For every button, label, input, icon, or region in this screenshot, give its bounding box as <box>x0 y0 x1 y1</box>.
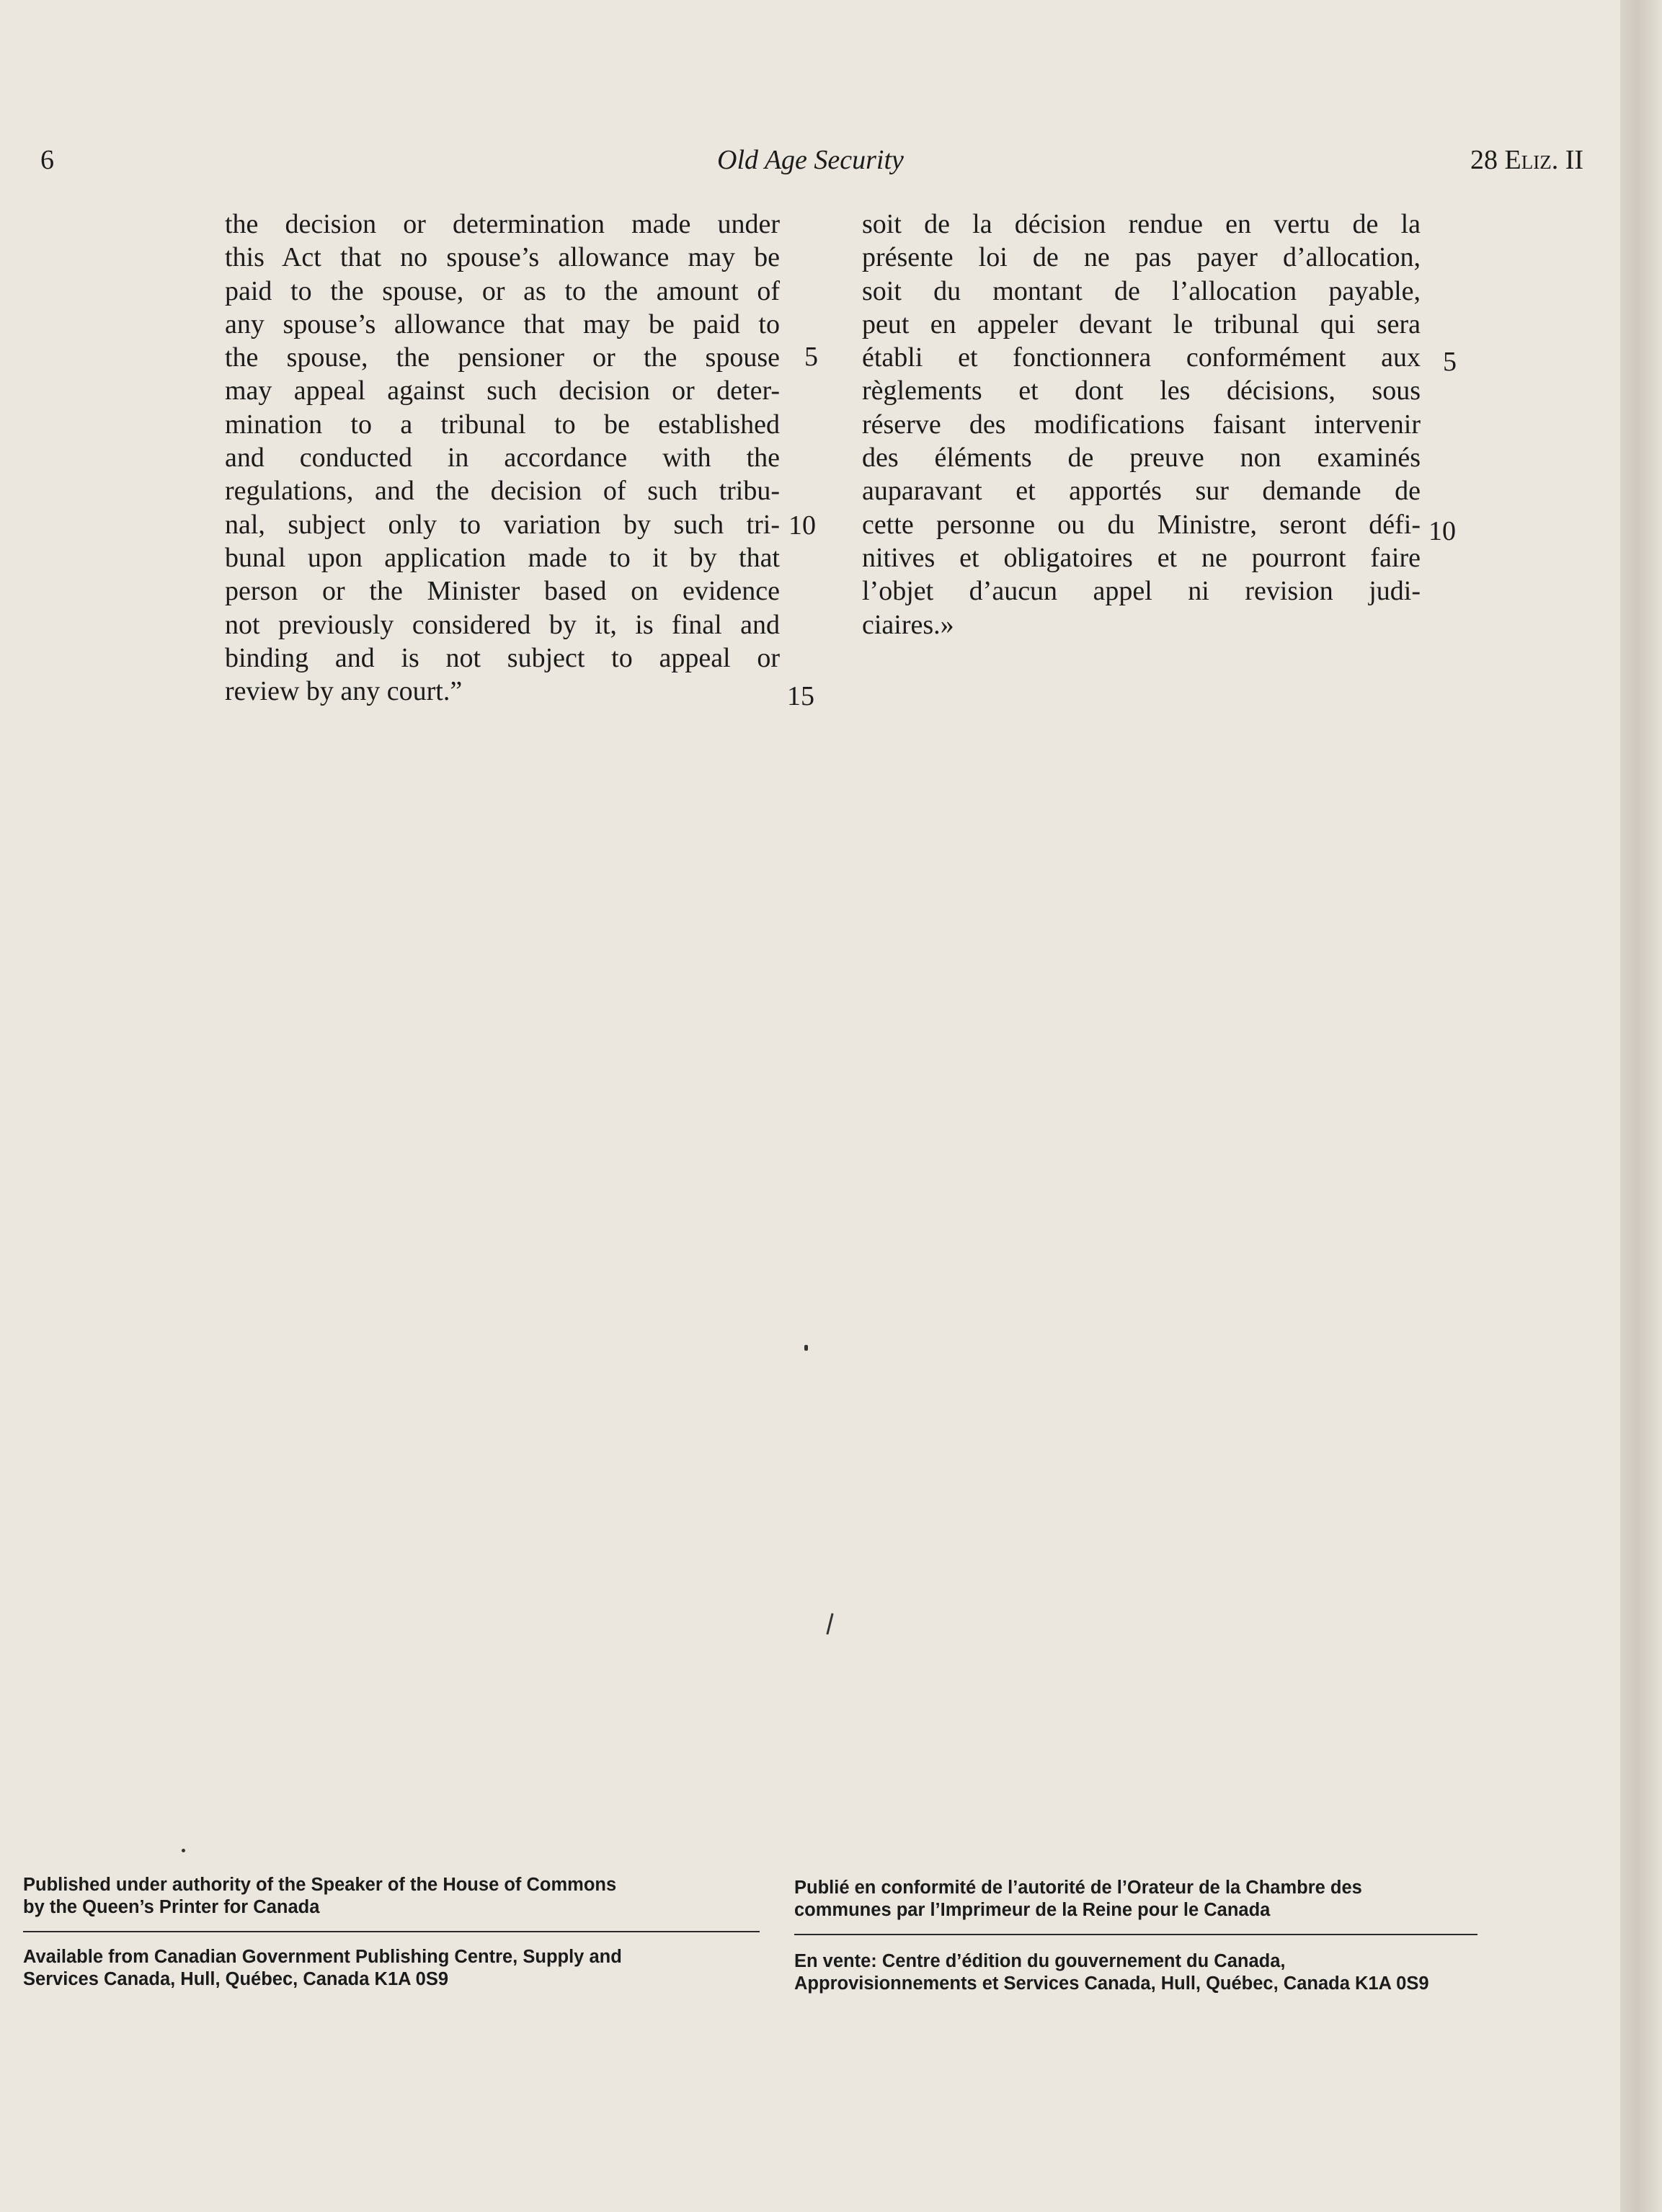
footer-availability-en-line: Services Canada, Hull, Québec, Canada K1A 0S9 <box>23 1969 449 1989</box>
footer-authority-en-line: Published under authority of the Speaker of the House of Commons <box>23 1875 617 1895</box>
french-line: soit de la décision rendue en vertu de la <box>862 209 1421 239</box>
footer-rule-en <box>23 1931 760 1932</box>
footer-availability-fr <box>794 1950 1429 1995</box>
french-line: des éléments de preuve non examinés <box>862 443 1421 474</box>
stray-mark <box>804 1345 808 1351</box>
english-line: person or the Minister based on evidence <box>225 576 780 607</box>
regnal-prefix: 28 <box>1470 145 1505 175</box>
english-line: any spouse’s allowance that may be paid to <box>225 308 780 339</box>
regnal-caps: Eliz <box>1504 145 1552 175</box>
footer-authority-fr <box>794 1877 1362 1922</box>
french-line: établi et fonctionnera conformément aux <box>862 342 1421 373</box>
footer-authority-en <box>23 1874 616 1919</box>
regnal-year <box>1470 144 1583 176</box>
english-line: review by any court.” <box>225 676 463 707</box>
english-line: may appeal against such decision or deter- <box>225 376 780 407</box>
page-edge-shadow <box>1620 0 1662 2212</box>
french-line: ciaires.» <box>862 609 954 640</box>
stray-mark <box>826 1613 833 1635</box>
french-line: nitives et obligatoires et ne pourront faire <box>862 542 1421 573</box>
page-number: 6 <box>40 145 54 175</box>
english-line: regulations, and the decision of such tribu- <box>225 476 780 507</box>
french-line: présente loi de ne pas payer d’allocation, <box>862 242 1421 273</box>
stray-mark <box>182 1849 185 1852</box>
french-text-column <box>862 208 1421 641</box>
french-line-number: 10 <box>1428 516 1456 546</box>
french-line: peut en appeler devant le tribunal qui sera <box>862 308 1421 339</box>
english-line: bunal upon application made to it by that <box>225 542 780 573</box>
regnal-suffix: . II <box>1551 145 1584 175</box>
english-text-column <box>225 208 780 708</box>
footer-authority-fr-line: Publié en conformité de l’autorité de l’Orateur de la Chambre des <box>794 1878 1362 1898</box>
english-line-number: 15 <box>787 681 814 711</box>
english-line: nal, subject only to variation by such tri- <box>225 509 780 540</box>
english-line: binding and is not subject to appeal or <box>225 642 780 673</box>
french-line: soit du montant de l’allocation payable, <box>862 275 1421 306</box>
footer-availability-fr-line: Approvisionnements et Services Canada, Hull, Québec, Canada K1A 0S9 <box>794 1973 1429 1994</box>
english-line-number: 5 <box>804 342 818 372</box>
footer-availability-en <box>23 1946 622 1991</box>
french-line-number: 5 <box>1443 347 1457 377</box>
french-line: l’objet d’aucun appel ni revision judi- <box>862 576 1421 607</box>
english-line: not previously considered by it, is final and <box>225 609 780 640</box>
french-line: règlements et dont les décisions, sous <box>862 376 1421 407</box>
footer-authority-en-line: by the Queen’s Printer for Canada <box>23 1897 320 1917</box>
english-line-number: 10 <box>788 510 816 541</box>
english-line: the decision or determination made under <box>225 209 780 239</box>
english-line: mination to a tribunal to be established <box>225 409 780 440</box>
footer-rule-fr <box>794 1934 1477 1935</box>
footer-availability-en-line: Available from Canadian Government Publishing Centre, Supply and <box>23 1947 622 1967</box>
english-line: paid to the spouse, or as to the amount of <box>225 275 780 306</box>
french-line: auparavant et apportés sur demande de <box>862 476 1421 507</box>
english-line: this Act that no spouse’s allowance may be <box>225 242 780 273</box>
french-line: cette personne ou du Ministre, seront défi- <box>862 509 1421 540</box>
french-line: réserve des modifications faisant intervenir <box>862 409 1421 440</box>
english-line: the spouse, the pensioner or the spouse <box>225 342 780 373</box>
english-line: and conducted in accordance with the <box>225 443 780 474</box>
footer-authority-fr-line: communes par l’Imprimeur de la Reine pour le Canada <box>794 1900 1271 1920</box>
footer-availability-fr-line: En vente: Centre d’édition du gouvernement du Canada, <box>794 1951 1286 1971</box>
running-title: Old Age Security <box>717 145 904 175</box>
